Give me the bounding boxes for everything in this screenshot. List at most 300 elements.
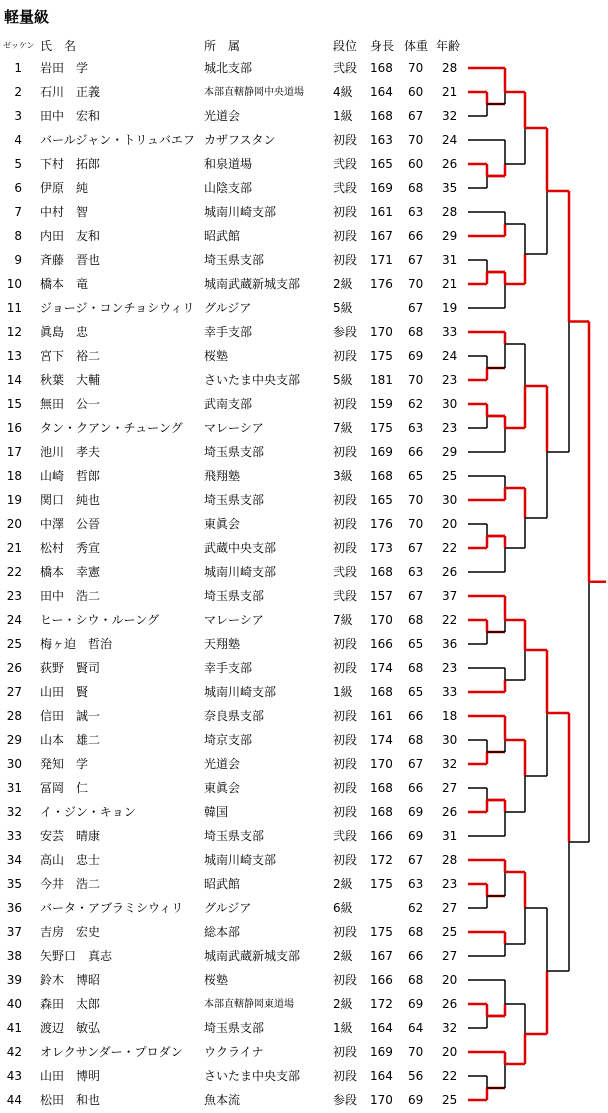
entry-name: 岩田 学 bbox=[40, 61, 89, 75]
entry-affiliation: 和泉道場 bbox=[204, 157, 253, 171]
entry-weight: 68 bbox=[408, 733, 424, 747]
entry-age: 30 bbox=[442, 397, 458, 411]
entry-name: 高山 忠士 bbox=[40, 853, 101, 867]
entry-height: 163 bbox=[370, 133, 393, 147]
entry-age: 25 bbox=[442, 925, 458, 939]
entry-number: 44 bbox=[6, 1093, 22, 1107]
entry-affiliation: 桜塾 bbox=[204, 349, 229, 363]
entry-weight: 60 bbox=[408, 157, 424, 171]
entry-affiliation: 埼玉県支部 bbox=[204, 829, 265, 843]
entry-number: 34 bbox=[6, 853, 22, 867]
entry-height: 165 bbox=[370, 157, 393, 171]
entry-age: 30 bbox=[442, 733, 458, 747]
entry-age: 26 bbox=[442, 157, 458, 171]
entry-age: 31 bbox=[442, 253, 458, 267]
entry-number: 20 bbox=[6, 517, 22, 531]
entry-name: 宮下 裕二 bbox=[40, 349, 101, 363]
entry-number: 17 bbox=[6, 445, 22, 459]
header-no: ゼッケン bbox=[3, 41, 35, 50]
entry-affiliation: 埼京支部 bbox=[204, 733, 253, 747]
entry-affiliation: 本部直轄静岡東道場 bbox=[204, 999, 294, 1010]
entry-height: 170 bbox=[370, 1093, 393, 1107]
entry-rank: 初段 bbox=[333, 853, 358, 867]
entry-weight: 62 bbox=[408, 901, 424, 915]
entry-age: 21 bbox=[442, 277, 458, 291]
entry-affiliation: 光道会 bbox=[204, 757, 241, 771]
entry-name: 田中 宏和 bbox=[40, 109, 101, 123]
entry-height: 166 bbox=[370, 973, 393, 987]
entry-rank: 5級 bbox=[333, 301, 353, 315]
entry-rank: 初段 bbox=[333, 541, 358, 555]
entry-age: 25 bbox=[442, 469, 458, 483]
entry-name: 眞島 忠 bbox=[40, 325, 89, 339]
entry-affiliation: マレーシア bbox=[204, 613, 264, 627]
entry-age: 26 bbox=[442, 997, 458, 1011]
entry-number: 29 bbox=[6, 733, 22, 747]
entry-number: 35 bbox=[6, 877, 22, 891]
entry-rank: 2級 bbox=[333, 877, 353, 891]
entry-height: 168 bbox=[370, 781, 393, 795]
entry-rank: 弐段 bbox=[333, 61, 358, 75]
entry-height: 169 bbox=[370, 181, 393, 195]
entry-height: 159 bbox=[370, 397, 393, 411]
entry-rank: 弐段 bbox=[333, 181, 358, 195]
entry-name: 荻野 賢司 bbox=[40, 661, 101, 675]
entry-weight: 70 bbox=[408, 61, 424, 75]
entry-rank: 2級 bbox=[333, 949, 353, 963]
entry-age: 26 bbox=[442, 565, 458, 579]
entry-weight: 68 bbox=[408, 613, 424, 627]
entry-number: 16 bbox=[6, 421, 22, 435]
entry-number: 32 bbox=[6, 805, 22, 819]
entry-height: 164 bbox=[370, 1069, 393, 1083]
entry-rank: 2級 bbox=[333, 277, 353, 291]
entry-rank: 4級 bbox=[333, 85, 353, 99]
entry-affiliation: 幸手支部 bbox=[204, 325, 253, 339]
entry-height: 161 bbox=[370, 709, 393, 723]
entry-rank: 6級 bbox=[333, 901, 353, 915]
entry-weight: 67 bbox=[408, 853, 424, 867]
entry-height: 174 bbox=[370, 733, 393, 747]
entry-number: 14 bbox=[6, 373, 22, 387]
entry-height: 168 bbox=[370, 805, 393, 819]
entry-affiliation: 東眞会 bbox=[204, 517, 241, 531]
entry-affiliation: グルジア bbox=[204, 301, 252, 315]
entry-age: 30 bbox=[442, 493, 458, 507]
entry-age: 20 bbox=[442, 1045, 458, 1059]
entry-number: 25 bbox=[6, 637, 22, 651]
entry-number: 10 bbox=[6, 277, 22, 291]
entry-rank: 初段 bbox=[333, 1045, 358, 1059]
entry-height: 176 bbox=[370, 277, 393, 291]
entry-name: 田中 浩二 bbox=[40, 589, 101, 603]
entry-weight: 66 bbox=[408, 949, 424, 963]
entry-rank: 7級 bbox=[333, 421, 353, 435]
entry-name: 山田 博明 bbox=[40, 1069, 101, 1083]
entry-weight: 63 bbox=[408, 565, 424, 579]
entry-weight: 67 bbox=[408, 541, 424, 555]
entry-affiliation: 城南川崎支部 bbox=[204, 685, 277, 699]
entry-weight: 67 bbox=[408, 109, 424, 123]
entry-rank: 初段 bbox=[333, 445, 358, 459]
entry-height: 164 bbox=[370, 1021, 393, 1035]
entry-affiliation: ウクライナ bbox=[204, 1045, 264, 1059]
entry-age: 22 bbox=[442, 1069, 458, 1083]
entry-weight: 65 bbox=[408, 685, 424, 699]
entry-name: 今井 浩二 bbox=[40, 877, 101, 891]
entry-affiliation: 城南武蔵新城支部 bbox=[204, 949, 301, 963]
entry-age: 19 bbox=[442, 301, 458, 315]
entry-weight: 66 bbox=[408, 445, 424, 459]
entry-weight: 69 bbox=[408, 1093, 424, 1107]
entry-affiliation: 埼玉県支部 bbox=[204, 589, 265, 603]
entry-height: 175 bbox=[370, 925, 393, 939]
entry-name: ヒー・シウ・ルーング bbox=[40, 613, 160, 627]
entry-affiliation: 桜塾 bbox=[204, 973, 229, 987]
entry-height: 175 bbox=[370, 349, 393, 363]
entry-affiliation: 本部直轄静岡中央道場 bbox=[204, 87, 304, 98]
entry-number: 36 bbox=[6, 901, 22, 915]
entry-age: 26 bbox=[442, 805, 458, 819]
entry-number: 37 bbox=[6, 925, 22, 939]
entry-height: 181 bbox=[370, 373, 393, 387]
entry-rank: 初段 bbox=[333, 133, 358, 147]
entry-height: 174 bbox=[370, 661, 393, 675]
entry-name: 無田 公一 bbox=[40, 397, 101, 411]
entry-height: 167 bbox=[370, 949, 393, 963]
entry-rank: 参段 bbox=[333, 1093, 358, 1107]
entry-number: 33 bbox=[6, 829, 22, 843]
entry-name: 石川 正義 bbox=[40, 85, 101, 99]
entry-number: 21 bbox=[6, 541, 22, 555]
entry-weight: 63 bbox=[408, 877, 424, 891]
entry-affiliation: グルジア bbox=[204, 901, 252, 915]
entry-weight: 67 bbox=[408, 301, 424, 315]
entry-rank: 初段 bbox=[333, 253, 358, 267]
entry-height: 170 bbox=[370, 325, 393, 339]
entry-rank: 初段 bbox=[333, 805, 358, 819]
entry-age: 22 bbox=[442, 541, 458, 555]
entry-weight: 66 bbox=[408, 709, 424, 723]
entry-weight: 63 bbox=[408, 421, 424, 435]
entry-rank: 3級 bbox=[333, 469, 353, 483]
entry-rank: 初段 bbox=[333, 709, 358, 723]
entry-rank: 初段 bbox=[333, 493, 358, 507]
entry-rank: 初段 bbox=[333, 733, 358, 747]
entry-rank: 5級 bbox=[333, 373, 353, 387]
entry-height: 167 bbox=[370, 229, 393, 243]
entry-age: 20 bbox=[442, 973, 458, 987]
entry-number: 15 bbox=[6, 397, 22, 411]
entry-rank: 参段 bbox=[333, 325, 358, 339]
entry-age: 33 bbox=[442, 325, 458, 339]
entry-number: 18 bbox=[6, 469, 22, 483]
entry-affiliation: マレーシア bbox=[204, 421, 264, 435]
entry-height: 166 bbox=[370, 637, 393, 651]
entry-number: 7 bbox=[14, 205, 22, 219]
entry-rank: 初段 bbox=[333, 757, 358, 771]
entry-age: 24 bbox=[442, 349, 458, 363]
entry-name: イ・ジン・キョン bbox=[40, 805, 136, 819]
entry-affiliation: 奈良県支部 bbox=[204, 709, 265, 723]
entry-age: 23 bbox=[442, 373, 458, 387]
entry-number: 43 bbox=[6, 1069, 22, 1083]
entry-height: 175 bbox=[370, 421, 393, 435]
entry-rank: 弐段 bbox=[333, 565, 358, 579]
entry-height: 157 bbox=[370, 589, 393, 603]
entry-weight: 70 bbox=[408, 493, 424, 507]
entry-age: 27 bbox=[442, 949, 458, 963]
entry-weight: 69 bbox=[408, 829, 424, 843]
entry-number: 19 bbox=[6, 493, 22, 507]
entry-weight: 66 bbox=[408, 229, 424, 243]
entry-number: 4 bbox=[14, 133, 22, 147]
entry-name: 中村 智 bbox=[40, 205, 89, 219]
entry-age: 18 bbox=[442, 709, 458, 723]
entry-weight: 68 bbox=[408, 661, 424, 675]
entry-age: 29 bbox=[442, 229, 458, 243]
entry-affiliation: 城南川崎支部 bbox=[204, 205, 277, 219]
entry-age: 27 bbox=[442, 781, 458, 795]
entry-weight: 70 bbox=[408, 277, 424, 291]
entry-name: 冨岡 仁 bbox=[40, 781, 89, 795]
entry-name: バータ・アブラミシウィリ bbox=[40, 901, 184, 915]
entry-weight: 67 bbox=[408, 253, 424, 267]
entry-number: 3 bbox=[14, 109, 22, 123]
entry-age: 28 bbox=[442, 853, 458, 867]
entry-name: 梅ヶ迫 哲治 bbox=[40, 637, 113, 651]
entry-height: 161 bbox=[370, 205, 393, 219]
entry-rank: 初段 bbox=[333, 349, 358, 363]
entry-rank: 初段 bbox=[333, 637, 358, 651]
entry-weight: 69 bbox=[408, 805, 424, 819]
entry-weight: 70 bbox=[408, 1045, 424, 1059]
entry-name: 秋葉 大輔 bbox=[40, 373, 101, 387]
entry-rank: 1級 bbox=[333, 1021, 353, 1035]
entry-name: 斉藤 晋也 bbox=[40, 253, 101, 267]
entry-affiliation: 昭武館 bbox=[204, 877, 241, 891]
entry-name: オレクサンダー・プロダン bbox=[40, 1045, 183, 1059]
entry-name: 関口 純也 bbox=[40, 493, 101, 507]
entry-height: 170 bbox=[370, 757, 393, 771]
entry-number: 22 bbox=[6, 565, 22, 579]
entry-number: 31 bbox=[6, 781, 22, 795]
entry-rank: 弐段 bbox=[333, 157, 358, 171]
entry-number: 42 bbox=[6, 1045, 22, 1059]
header-affiliation: 所 属 bbox=[204, 39, 241, 53]
entry-age: 23 bbox=[442, 421, 458, 435]
entry-affiliation: 埼玉県支部 bbox=[204, 493, 265, 507]
entry-rank: 弐段 bbox=[333, 829, 358, 843]
entry-affiliation: 総本部 bbox=[204, 925, 241, 939]
entry-number: 24 bbox=[6, 613, 22, 627]
entry-number: 11 bbox=[6, 301, 22, 315]
entry-affiliation: 武蔵中央支部 bbox=[204, 541, 277, 555]
entry-rank: 1級 bbox=[333, 109, 353, 123]
entry-weight: 68 bbox=[408, 325, 424, 339]
entry-height: 165 bbox=[370, 493, 393, 507]
entry-name: 信田 誠一 bbox=[40, 709, 101, 723]
entry-age: 25 bbox=[442, 1093, 458, 1107]
entry-affiliation: 埼玉県支部 bbox=[204, 253, 265, 267]
entry-age: 20 bbox=[442, 517, 458, 531]
entry-height: 176 bbox=[370, 517, 393, 531]
entry-height: 166 bbox=[370, 829, 393, 843]
entry-age: 22 bbox=[442, 613, 458, 627]
entry-age: 28 bbox=[442, 205, 458, 219]
entry-weight: 68 bbox=[408, 925, 424, 939]
entry-affiliation: 城南川崎支部 bbox=[204, 565, 277, 579]
entry-height: 168 bbox=[370, 685, 393, 699]
entry-weight: 69 bbox=[408, 349, 424, 363]
entry-rank: 初段 bbox=[333, 781, 358, 795]
entry-age: 37 bbox=[442, 589, 458, 603]
entry-height: 175 bbox=[370, 877, 393, 891]
entry-height: 170 bbox=[370, 613, 393, 627]
entry-name: 松村 秀宣 bbox=[40, 541, 101, 555]
entry-affiliation: 天翔塾 bbox=[204, 637, 241, 651]
header-age: 年齢 bbox=[436, 39, 461, 53]
entry-rank: 1級 bbox=[333, 685, 353, 699]
entry-name: 橋本 竜 bbox=[40, 277, 89, 291]
entry-name: 下村 拓郎 bbox=[40, 157, 101, 171]
entry-weight: 70 bbox=[408, 517, 424, 531]
entry-weight: 70 bbox=[408, 373, 424, 387]
entry-number: 8 bbox=[14, 229, 22, 243]
entry-name: 鈴木 博昭 bbox=[40, 973, 101, 987]
entry-number: 38 bbox=[6, 949, 22, 963]
entry-number: 12 bbox=[6, 325, 22, 339]
entry-weight: 66 bbox=[408, 781, 424, 795]
entry-height: 169 bbox=[370, 445, 393, 459]
entry-weight: 69 bbox=[408, 997, 424, 1011]
entry-age: 29 bbox=[442, 445, 458, 459]
entry-number: 40 bbox=[6, 997, 22, 1011]
entry-age: 33 bbox=[442, 685, 458, 699]
entry-number: 2 bbox=[14, 85, 22, 99]
entry-number: 28 bbox=[6, 709, 22, 723]
entry-height: 168 bbox=[370, 469, 393, 483]
entry-affiliation: 昭武館 bbox=[204, 229, 241, 243]
entry-age: 32 bbox=[442, 109, 458, 123]
entry-name: 伊原 純 bbox=[40, 181, 89, 195]
entry-name: 安芸 晴康 bbox=[40, 829, 101, 843]
entry-number: 26 bbox=[6, 661, 22, 675]
entry-age: 32 bbox=[442, 757, 458, 771]
entry-affiliation: さいたま中央支部 bbox=[204, 1069, 301, 1083]
entry-number: 6 bbox=[14, 181, 22, 195]
entry-affiliation: 埼玉県支部 bbox=[204, 445, 265, 459]
entry-weight: 63 bbox=[408, 205, 424, 219]
entry-affiliation: 幸手支部 bbox=[204, 661, 253, 675]
entry-name: 山本 雄二 bbox=[40, 733, 101, 747]
entry-name: ジョージ・コンチョシウィリ bbox=[40, 301, 195, 315]
entry-weight: 56 bbox=[408, 1069, 424, 1083]
entry-rank: 初段 bbox=[333, 661, 358, 675]
entry-height: 168 bbox=[370, 565, 393, 579]
entry-rank: 初段 bbox=[333, 229, 358, 243]
header-name: 氏 名 bbox=[40, 39, 77, 53]
entry-affiliation: 城北支部 bbox=[204, 61, 253, 75]
entry-rank: 初段 bbox=[333, 925, 358, 939]
entry-weight: 67 bbox=[408, 589, 424, 603]
entry-age: 24 bbox=[442, 133, 458, 147]
header-weight: 体重 bbox=[404, 39, 429, 53]
page-title: 軽量級 bbox=[4, 8, 50, 26]
entry-rank: 弐段 bbox=[333, 589, 358, 603]
entry-rank: 初段 bbox=[333, 397, 358, 411]
entry-number: 13 bbox=[6, 349, 22, 363]
entry-rank: 初段 bbox=[333, 517, 358, 531]
entry-height: 172 bbox=[370, 997, 393, 1011]
entry-rank: 初段 bbox=[333, 205, 358, 219]
entry-height: 168 bbox=[370, 109, 393, 123]
entry-affiliation: カザフスタン bbox=[204, 133, 276, 147]
entry-name: 山崎 哲郎 bbox=[40, 469, 101, 483]
entry-affiliation: 城南川崎支部 bbox=[204, 853, 277, 867]
entry-name: 松田 和也 bbox=[40, 1093, 101, 1107]
entry-name: 発知 学 bbox=[40, 757, 89, 771]
entry-rank: 7級 bbox=[333, 613, 353, 627]
entry-affiliation: 東眞会 bbox=[204, 781, 241, 795]
entry-name: 矢野口 真志 bbox=[40, 949, 113, 963]
entry-number: 23 bbox=[6, 589, 22, 603]
entry-age: 31 bbox=[442, 829, 458, 843]
entry-height: 169 bbox=[370, 1045, 393, 1059]
entry-age: 23 bbox=[442, 877, 458, 891]
entry-weight: 65 bbox=[408, 637, 424, 651]
entry-weight: 68 bbox=[408, 181, 424, 195]
entry-age: 23 bbox=[442, 661, 458, 675]
entry-number: 39 bbox=[6, 973, 22, 987]
entry-name: 吉房 宏史 bbox=[40, 925, 101, 939]
entry-number: 27 bbox=[6, 685, 22, 699]
entry-affiliation: 魚本流 bbox=[204, 1093, 241, 1107]
entry-height: 168 bbox=[370, 61, 393, 75]
entry-number: 30 bbox=[6, 757, 22, 771]
entry-weight: 67 bbox=[408, 757, 424, 771]
entry-age: 32 bbox=[442, 1021, 458, 1035]
entry-affiliation: 光道会 bbox=[204, 109, 241, 123]
entry-name: 森田 太郎 bbox=[40, 997, 101, 1011]
entry-weight: 60 bbox=[408, 85, 424, 99]
entry-name: バールジャン・トリュバエフ bbox=[40, 133, 195, 147]
entry-age: 21 bbox=[442, 85, 458, 99]
entry-rank: 初段 bbox=[333, 973, 358, 987]
entry-name: 山田 賢 bbox=[40, 685, 89, 699]
entry-weight: 62 bbox=[408, 397, 424, 411]
entry-affiliation: 山陰支部 bbox=[204, 181, 253, 195]
entry-affiliation: 城南武蔵新城支部 bbox=[204, 277, 301, 291]
entry-height: 164 bbox=[370, 85, 393, 99]
entry-affiliation: さいたま中央支部 bbox=[204, 373, 301, 387]
entry-age: 27 bbox=[442, 901, 458, 915]
entry-name: 橋本 幸憲 bbox=[40, 565, 101, 579]
entry-weight: 65 bbox=[408, 469, 424, 483]
entry-age: 35 bbox=[442, 181, 458, 195]
entry-name: 中澤 公晉 bbox=[40, 517, 101, 531]
entry-affiliation: 韓国 bbox=[204, 805, 229, 819]
entry-name: 渡辺 敏弘 bbox=[40, 1021, 101, 1035]
entry-age: 36 bbox=[442, 637, 458, 651]
entry-name: 内田 友和 bbox=[40, 229, 101, 243]
entry-weight: 68 bbox=[408, 973, 424, 987]
entry-number: 1 bbox=[14, 61, 22, 75]
entry-height: 172 bbox=[370, 853, 393, 867]
entry-weight: 70 bbox=[408, 133, 424, 147]
header-height: 身長 bbox=[370, 39, 395, 53]
entry-name: タン・クアン・チューング bbox=[40, 421, 183, 435]
